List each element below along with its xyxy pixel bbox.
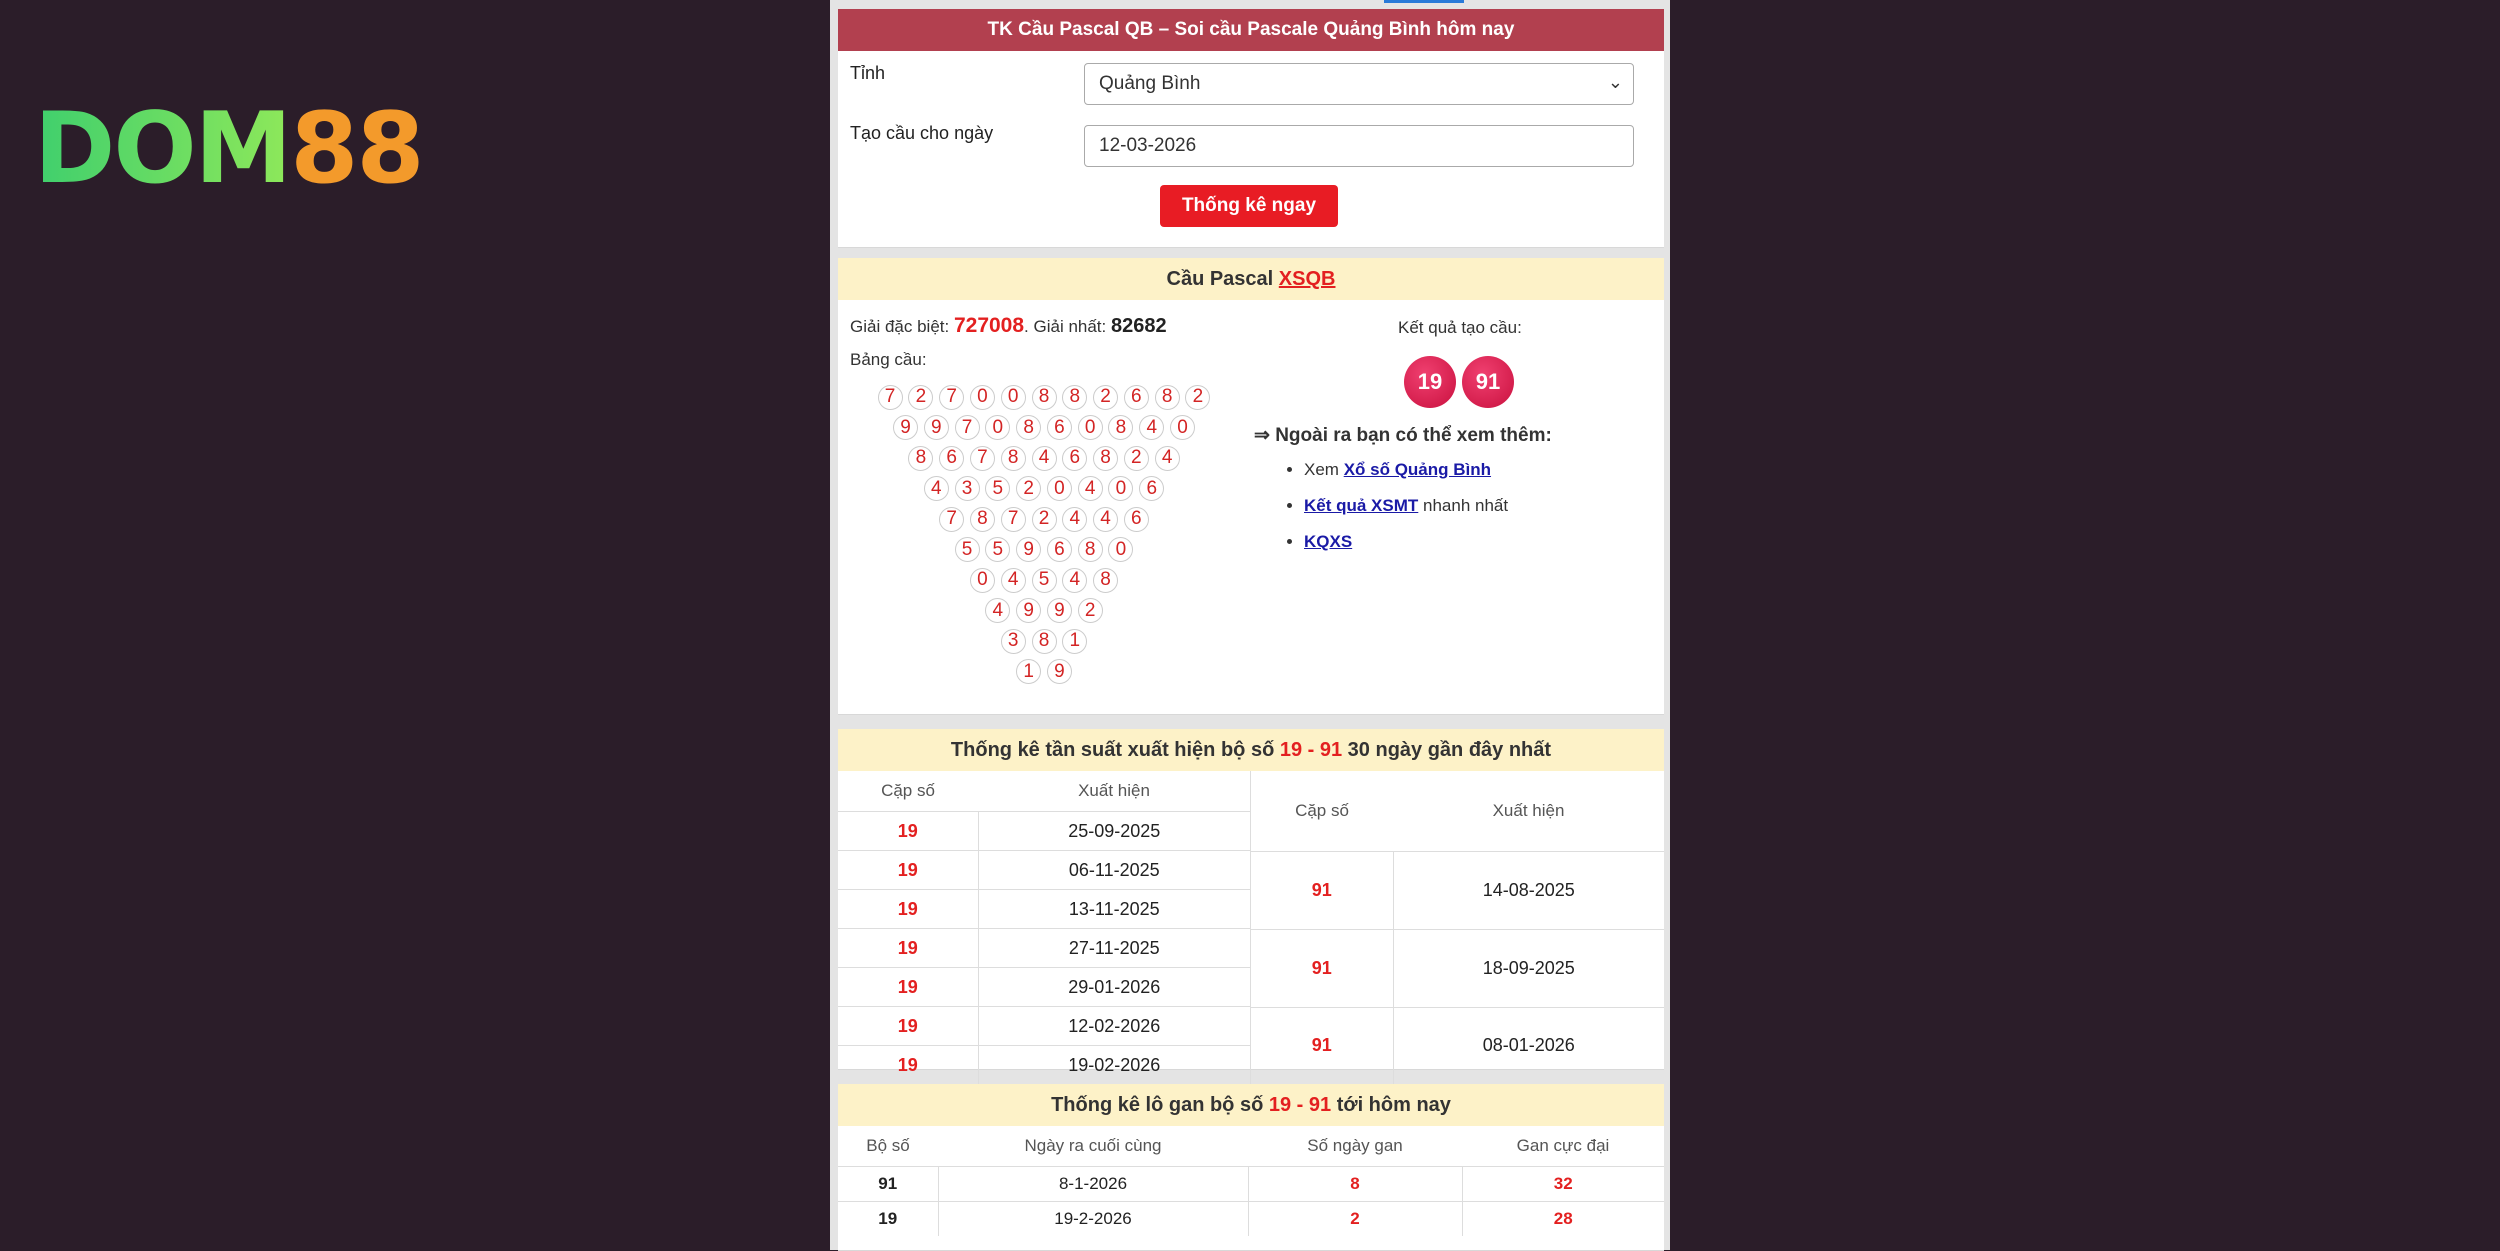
triangle-digit: 8	[1155, 385, 1180, 410]
triangle-digit: 3	[1001, 629, 1026, 654]
col-last-date: Ngày ra cuối cùng	[1024, 1136, 1162, 1155]
max-cell: 32	[1462, 1167, 1664, 1202]
triangle-row	[854, 443, 1234, 474]
special-value: 727008	[953, 314, 1025, 337]
chevron-down-icon: ⌄	[1607, 72, 1623, 92]
triangle-digit: 0	[1108, 476, 1133, 501]
page-title: TK Cầu Pascal QB – Soi cầu Pascale Quảng Bình hôm nay	[838, 9, 1664, 51]
pair-cell: 19	[838, 812, 978, 851]
pascal-title	[838, 258, 1664, 300]
list-item	[1304, 532, 1508, 552]
result-label: Kết quả tạo cầu:	[1398, 318, 1522, 337]
result-balls	[1404, 356, 1514, 408]
triangle-digit: 8	[1016, 415, 1041, 440]
num-cell: 19	[838, 1202, 938, 1237]
triangle-digit: 0	[1170, 415, 1195, 440]
triangle-digit: 2	[1016, 476, 1041, 501]
pascal-triangle	[854, 382, 1234, 687]
date-cell: 29-01-2026	[978, 968, 1250, 1007]
date-cell: 18-09-2025	[1393, 929, 1664, 1007]
triangle-digit: 8	[1108, 415, 1133, 440]
frequency-card	[838, 729, 1664, 1075]
date-value: 12-03-2026	[1099, 135, 1197, 156]
triangle-digit: 9	[1016, 537, 1041, 562]
triangle-digit: 6	[1124, 507, 1149, 532]
triangle-digit: 0	[985, 415, 1010, 440]
triangle-digit: 6	[1139, 476, 1164, 501]
triangle-digit: 2	[1032, 507, 1057, 532]
province-select[interactable]	[1084, 63, 1634, 105]
logo-text-dom: DOM	[34, 92, 291, 206]
xsqb-link[interactable]: XSQB	[1278, 267, 1336, 290]
triangle-digit: 8	[908, 446, 933, 471]
triangle-row	[854, 474, 1234, 505]
date-cell: 08-01-2026	[1393, 1007, 1664, 1084]
date-cell: 13-11-2025	[978, 890, 1250, 929]
triangle-digit: 4	[1001, 568, 1026, 593]
xo-so-quang-binh-link[interactable]: Xổ số Quảng Bình	[1343, 460, 1492, 479]
triangle-digit: 0	[1078, 415, 1103, 440]
table-row	[838, 890, 1250, 929]
triangle-row	[854, 382, 1234, 413]
days-cell: 8	[1248, 1167, 1462, 1202]
submit-button[interactable]: Thống kê ngay	[1160, 185, 1338, 227]
form-card	[838, 9, 1664, 248]
triangle-digit: 4	[1078, 476, 1103, 501]
freq-title-suffix: 30 ngày gần đây nhất	[1347, 738, 1552, 761]
pair-cell: 91	[1251, 1007, 1394, 1084]
frequency-table-left	[838, 771, 1250, 1084]
triangle-digit: 7	[939, 385, 964, 410]
triangle-digit: 6	[1062, 446, 1087, 471]
triangle-digit: 5	[985, 537, 1010, 562]
triangle-digit: 8	[1032, 629, 1057, 654]
triangle-digit: 2	[1078, 598, 1103, 623]
list-item	[1304, 460, 1508, 480]
triangle-digit: 7	[939, 507, 964, 532]
col-pair: Cặp số	[1295, 801, 1349, 821]
triangle-digit: 0	[1047, 476, 1072, 501]
table-row	[1251, 929, 1665, 1007]
frequency-table-right	[1250, 771, 1664, 1084]
col-gan-max: Gan cực đại	[1516, 1136, 1610, 1155]
triangle-digit: 9	[1047, 659, 1072, 684]
prize-line	[850, 314, 1167, 338]
result-ball: 19	[1404, 356, 1456, 408]
list-item	[1304, 496, 1508, 516]
triangle-digit: 6	[1047, 415, 1072, 440]
date-label: Tạo cầu cho ngày	[850, 123, 994, 143]
triangle-digit: 1	[1062, 629, 1087, 654]
main-page	[830, 0, 1670, 1250]
triangle-digit: 4	[985, 598, 1010, 623]
freq-title-pair: 19 - 91	[1279, 738, 1343, 761]
pair-cell: 19	[838, 851, 978, 890]
triangle-digit: 6	[1047, 537, 1072, 562]
triangle-digit: 6	[1124, 385, 1149, 410]
gan-card	[838, 1084, 1664, 1251]
col-bo-so: Bộ số	[866, 1136, 910, 1155]
days-cell: 2	[1248, 1202, 1462, 1237]
triangle-digit: 6	[939, 446, 964, 471]
triangle-digit: 8	[1001, 446, 1026, 471]
triangle-digit: 9	[1016, 598, 1041, 623]
triangle-digit: 2	[1124, 446, 1149, 471]
triangle-digit: 8	[1062, 385, 1087, 410]
first-value: 82682	[1111, 315, 1167, 337]
col-seen: Xuất hiện	[1492, 801, 1565, 821]
triangle-digit: 8	[1032, 385, 1057, 410]
triangle-digit: 2	[908, 385, 933, 410]
triangle-digit: 4	[1062, 568, 1087, 593]
table-row	[838, 1167, 1664, 1202]
triangle-row	[854, 565, 1234, 596]
result-ball: 91	[1462, 356, 1514, 408]
triangle-digit: 7	[970, 446, 995, 471]
pair-cell: 91	[1251, 929, 1394, 1007]
freq-title-prefix: Thống kê tần suất xuất hiện bộ số	[950, 738, 1275, 761]
triangle-digit: 4	[1062, 507, 1087, 532]
triangle-digit: 4	[924, 476, 949, 501]
date-cell: 25-09-2025	[978, 812, 1250, 851]
pair-cell: 19	[838, 1046, 978, 1085]
date-cell: 19-2-2026	[938, 1202, 1248, 1237]
pair-cell: 19	[838, 929, 978, 968]
col-pair: Cặp số	[881, 781, 935, 800]
triangle-digit: 5	[1032, 568, 1057, 593]
triangle-row	[854, 657, 1234, 688]
date-cell: 06-11-2025	[978, 851, 1250, 890]
table-row	[1251, 852, 1665, 930]
gan-title-suffix: tới hôm nay	[1336, 1093, 1451, 1116]
table-row	[838, 1007, 1250, 1046]
triangle-digit: 9	[893, 415, 918, 440]
gan-table	[838, 1126, 1664, 1236]
more-label: ⇒ Ngoài ra bạn có thể xem thêm:	[1254, 425, 1552, 446]
triangle-digit: 0	[970, 568, 995, 593]
triangle-digit: 4	[1139, 415, 1164, 440]
special-label: Giải đặc biệt:	[850, 317, 950, 336]
pair-cell: 19	[838, 1007, 978, 1046]
triangle-row	[854, 596, 1234, 627]
triangle-digit: 7	[955, 415, 980, 440]
link-prefix: Xem	[1304, 460, 1344, 479]
triangle-digit: 9	[1047, 598, 1072, 623]
triangle-digit: 2	[1093, 385, 1118, 410]
triangle-digit: 1	[1016, 659, 1041, 684]
link-suffix: nhanh nhất	[1418, 496, 1509, 515]
gan-title-prefix: Thống kê lô gan bộ số	[1051, 1093, 1264, 1116]
province-value: Quảng Bình	[1099, 73, 1201, 94]
triangle-digit: 3	[955, 476, 980, 501]
top-tab-indicator[interactable]	[1384, 0, 1464, 3]
dom88-logo	[34, 92, 423, 206]
triangle-row	[854, 535, 1234, 566]
pair-cell: 19	[838, 968, 978, 1007]
pascal-card	[838, 258, 1664, 715]
table-row	[838, 1046, 1250, 1085]
table-row	[838, 851, 1250, 890]
first-label: . Giải nhất:	[1024, 317, 1107, 336]
triangle-digit: 9	[924, 415, 949, 440]
table-row	[838, 812, 1250, 851]
col-seen: Xuất hiện	[1078, 781, 1150, 800]
triangle-digit: 8	[970, 507, 995, 532]
triangle-row	[854, 413, 1234, 444]
triangle-digit: 7	[1001, 507, 1026, 532]
triangle-digit: 8	[1093, 568, 1118, 593]
province-label: Tỉnh	[850, 63, 886, 83]
ket-qua-xsmt-link[interactable]: Kết quả XSMT	[1304, 496, 1419, 515]
more-links	[1252, 460, 1508, 568]
pair-cell: 19	[838, 890, 978, 929]
triangle-row	[854, 626, 1234, 657]
triangle-digit: 0	[970, 385, 995, 410]
kqxs-link[interactable]: KQXS	[1304, 532, 1353, 551]
triangle-row	[854, 504, 1234, 535]
triangle-digit: 0	[1108, 537, 1133, 562]
date-cell: 8-1-2026	[938, 1167, 1248, 1202]
triangle-digit: 2	[1185, 385, 1210, 410]
max-cell: 28	[1462, 1202, 1664, 1237]
frequency-title	[838, 729, 1664, 771]
table-row	[1251, 1007, 1665, 1084]
gan-title	[838, 1084, 1664, 1126]
triangle-digit: 5	[985, 476, 1010, 501]
table-row	[838, 1202, 1664, 1237]
col-gan-days: Số ngày gan	[1307, 1136, 1403, 1155]
triangle-digit: 4	[1032, 446, 1057, 471]
gan-title-pair: 19 - 91	[1268, 1093, 1332, 1116]
date-cell: 19-02-2026	[978, 1046, 1250, 1085]
date-cell: 12-02-2026	[978, 1007, 1250, 1046]
table-label: Bảng cầu:	[850, 350, 927, 369]
triangle-digit: 4	[1093, 507, 1118, 532]
date-cell: 14-08-2025	[1393, 852, 1664, 930]
table-row	[838, 968, 1250, 1007]
pascal-title-text: Cầu Pascal	[1166, 267, 1274, 290]
triangle-digit: 8	[1078, 537, 1103, 562]
date-input[interactable]	[1084, 125, 1634, 167]
logo-text-88: 88	[290, 92, 423, 206]
date-cell: 27-11-2025	[978, 929, 1250, 968]
pair-cell: 91	[1251, 852, 1394, 930]
table-row	[838, 929, 1250, 968]
triangle-digit: 0	[1001, 385, 1026, 410]
triangle-digit: 4	[1155, 446, 1180, 471]
triangle-digit: 7	[878, 385, 903, 410]
triangle-digit: 5	[955, 537, 980, 562]
triangle-digit: 8	[1093, 446, 1118, 471]
num-cell: 91	[838, 1167, 938, 1202]
